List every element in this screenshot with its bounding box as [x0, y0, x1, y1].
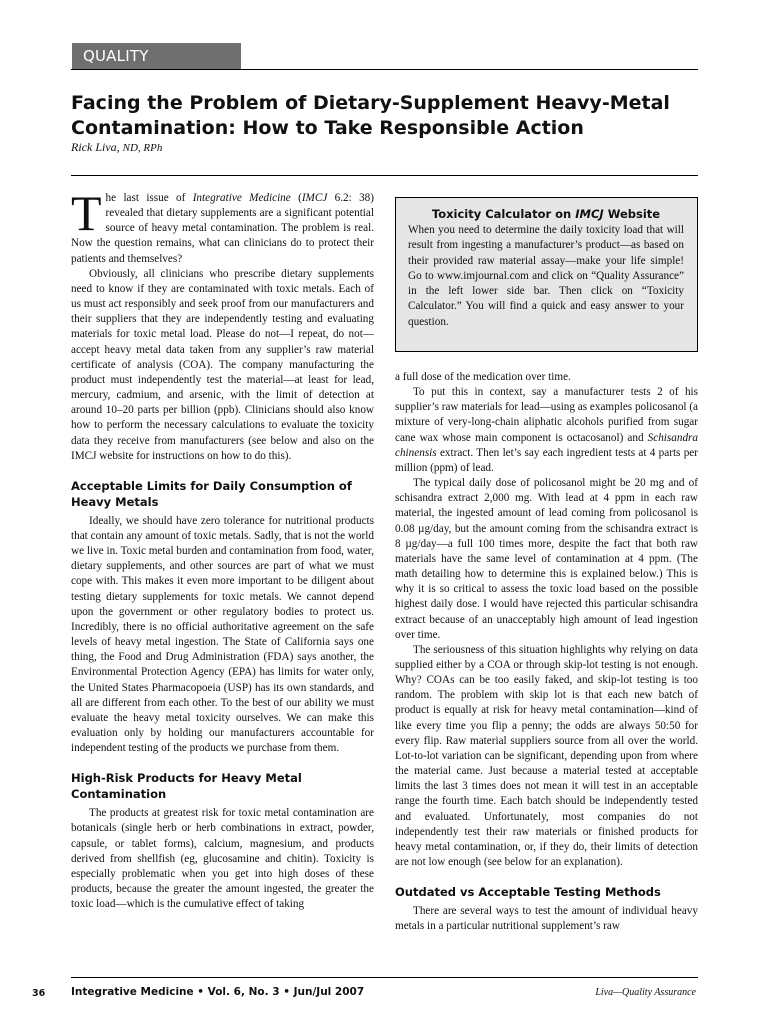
species-name: Schisandra chinensis: [395, 431, 698, 459]
right-column: [395, 370, 698, 934]
page-number: 36: [32, 988, 46, 999]
byline: [71, 140, 162, 155]
intro-text-3: 6.2: 38) revealed that dietary supplements are a significant potential source of heavy metal contamination. The problem is real. Now the question remains, what can clinicians do to protect their patients and themselves?: [71, 192, 374, 265]
sidebar-title: [408, 207, 684, 221]
sidebar-title-abbrev: IMCJ: [575, 207, 604, 221]
intro-text-1: he last issue of: [105, 192, 193, 204]
body-paragraph: a full dose of the medication over time.: [395, 371, 571, 383]
body-paragraph: The typical daily dose of policosanol might be 20 mg and of schisandra extract 2,000 mg. With lead at 4 ppm in each raw material, the ingested amount of lead coming from policosanol is 0.08 µg/day, but the amount coming from the schisandra extract is 8 µg/day—a full 100 times more, despite the fact that both raw materials have the same level of contamination at 4 ppm. (The math detailing how to determine this is explained below.) This is why it is so critical to assess the toxic load based on the possible highest daily dose. I would have rejected this particular schisandra extract because of an unacceptably high amount of lead ingestion over time.: [395, 477, 698, 641]
body-paragraph: There are several ways to test the amount of individual heavy metals in a particular nutritional supplement’s raw: [395, 905, 698, 933]
body-paragraph: [395, 385, 698, 476]
section-heading: Outdated vs Acceptable Testing Methods: [395, 885, 661, 900]
journal-name: Integrative Medicine: [192, 192, 291, 204]
header-rule: [71, 69, 698, 70]
author-name: Rick Liva,: [71, 140, 120, 154]
body-paragraph: Obviously, all clinicians who prescribe dietary supplements need to know if they are contaminated with toxic metals. Each of us must act responsibly and seek proof from our manufacturers and their suppliers that they are independently testing and evaluating materials for toxic metal load. Please do not—I repeat, do not—accept heavy metal data taken from any supplier’s raw material certificate of analysis (COA). The company manufacturing the product must independently test the material—at least for lead, mercury, cadmium, and arsenic, with the limit of detection at around 10–20 parts per billion (ppb). Clinicians should also know how to perform the necessary calculations to evaluate the toxicity data they receive from manufacturers (see below and also on the IMCJ website for instructions on how to do this).: [71, 267, 374, 462]
left-column: [71, 185, 374, 912]
body-paragraph: Ideally, we should have zero tolerance for nutritional products that contain any amount of toxic metals. Sadly, that is not the world we live in. Toxic metal burden and contamination from food, water, dietary supplements, and other sources are part of what we must cope with. This makes it even more important to be diligent about testing dietary supplements for toxic metals. We cannot depend upon the government or other regulatory bodies to protect us. Incredibly, there is no official authoritative agreement on the safe levels of heavy metal ingestion. The State of California says one thing, the Food and Drug Administration (FDA) says another, the Environmental Protection Agency (EPA) has limits for water only, the United States Pharmacopoeia (USP) has its own standards, and all are different from each other. To the best of our ability we must evaluate the heavy metal toxicity ourselves. We can make this evaluation only by holding our manufacturers accountable for independent testing of the products we purchase from them.: [71, 514, 374, 755]
journal-abbrev: IMCJ: [301, 192, 328, 204]
sidebar-body: When you need to determine the daily toxicity load that will result from ingesting a manufacturer’s product—as based on their provided raw material assay—make your life simple! Go to www.imjournal.com and click on “Quality Assurance” in the left lower side bar. Then click on “Toxicity Calculator.” You will find a quick and easy answer to your question.: [408, 224, 684, 328]
body-paragraph: The products at greatest risk for toxic metal contamination are botanicals (single herb or herb combinations in extract, powder, capsule, or tablet forms), calcium, magnesium, and products derived from shellfish (eg, glucosamine and chitin). Toxicity is especially problematic when you get into high doses of these products, because the greater the amount ingested, the greater the toxic load—which is the cumulative effect of taking: [71, 807, 374, 911]
author-degrees: ND, RPh: [122, 142, 163, 154]
section-heading: High-Risk Products for Heavy Metal Contamination: [71, 771, 302, 802]
footer-rule: [71, 977, 698, 978]
section-heading: Acceptable Limits for Daily Consumption of Heavy Metals: [71, 478, 352, 509]
body-text: extract. Then let’s say each ingredient tests at 4 parts per million (ppm) of lead.: [395, 446, 698, 474]
journal-info: Integrative Medicine • Vol. 6, No. 3 • Jun/Jul 2007: [71, 986, 365, 998]
drop-cap: T: [71, 185, 102, 241]
sidebar-box: [395, 197, 698, 352]
running-head: Liva—Quality Assurance: [595, 987, 696, 998]
sidebar-title-text-2: Website: [603, 207, 661, 221]
section-label: QUALITY ASSURANCE: [72, 43, 241, 70]
intro-paragraph: [71, 185, 374, 267]
title-rule: [71, 175, 698, 176]
intro-text-2: (: [290, 192, 302, 204]
body-paragraph: The seriousness of this situation highlights why relying on data supplied either by a COA or through skip-lot testing is not enough. Why? COAs can be too easily faked, and skip-lot testing is too random. The problem with skip lot is that each new batch of product is equally at risk for heavy metal contamination—kind of like every time you flip a penny; the odds are always 50:50 for every flip. Raw material suppliers source from all over the world. Lot-to-lot variation can be significant, depending upon from where the material came. Just because a material tested at acceptable limits the last 3 times does not mean it will test in an acceptable range the fourth time. Each batch should be independently tested and evaluated. Unfortunately, most companies do not independently test their raw materials or finished products for heavy metal contamination, or, if they do, their limits of detection are not low enough (see below for an explanation).: [395, 643, 698, 868]
body-text: To put this in context, say a manufacturer tests 2 of his supplier’s raw materials for lead—using as examples policosanol (a mixture of very-long-chain aliphatic alcohols purified from sugar cane wax whose main component is octacosanol) and: [395, 386, 699, 444]
article-title: Facing the Problem of Dietary-Supplement Heavy-Metal Contamination: How to Take Responsible Action: [71, 92, 670, 139]
sidebar-title-text-1: Toxicity Calculator on: [431, 207, 576, 221]
